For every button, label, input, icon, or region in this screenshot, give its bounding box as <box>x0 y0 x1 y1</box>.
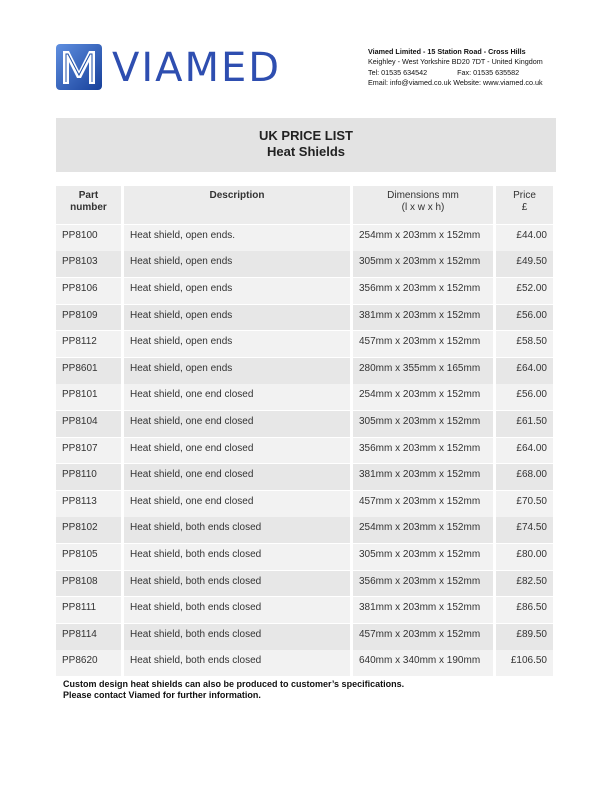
cell-part-number: PP8100 <box>56 225 121 251</box>
header-part-number: Part number <box>56 186 121 224</box>
table-row <box>56 305 556 331</box>
cell-part-number: PP8108 <box>56 571 121 597</box>
table-row <box>56 251 556 277</box>
table-row <box>56 517 556 543</box>
cell-part-number: PP8107 <box>56 438 121 464</box>
cell-description: Heat shield, open ends <box>124 251 350 277</box>
cell-dimensions: 356mm x 203mm x 152mm <box>353 571 493 597</box>
company-address-line1: - 15 Station Road - Cross Hills <box>423 47 526 56</box>
cell-price: £89.50 <box>496 624 553 650</box>
company-phone: Tel: 01535 634542 <box>368 67 428 77</box>
cell-part-number: PP8601 <box>56 358 121 384</box>
cell-price: £64.00 <box>496 438 553 464</box>
company-address-block <box>368 47 568 89</box>
cell-dimensions: 305mm x 203mm x 152mm <box>353 544 493 570</box>
footer-note <box>63 679 404 701</box>
cell-dimensions: 457mm x 203mm x 152mm <box>353 624 493 650</box>
viamed-m-logo-icon <box>56 44 102 90</box>
cell-price: £58.50 <box>496 331 553 357</box>
cell-price: £86.50 <box>496 597 553 623</box>
cell-description: Heat shield, open ends <box>124 358 350 384</box>
table-header-row <box>56 186 556 224</box>
cell-dimensions: 381mm x 203mm x 152mm <box>353 597 493 623</box>
cell-description: Heat shield, one end closed <box>124 438 350 464</box>
cell-price: £64.00 <box>496 358 553 384</box>
cell-price: £80.00 <box>496 544 553 570</box>
cell-price: £70.50 <box>496 491 553 517</box>
viamed-wordmark: VIAMED <box>112 45 282 91</box>
company-email-website: Email: info@viamed.co.uk Website: www.viamed.co.uk <box>368 78 543 88</box>
table-row <box>56 571 556 597</box>
footer-line-1: Custom design heat shields can also be produced to customer’s specifications. <box>63 679 405 689</box>
cell-part-number: PP8113 <box>56 491 121 517</box>
page-subtitle: Heat Shields <box>266 144 346 159</box>
cell-price: £82.50 <box>496 571 553 597</box>
cell-part-number: PP8101 <box>56 384 121 410</box>
cell-description: Heat shield, open ends <box>124 305 350 331</box>
cell-description: Heat shield, both ends closed <box>124 624 350 650</box>
table-row <box>56 464 556 490</box>
header-price: Price £ <box>496 186 553 224</box>
footer-line-2: Please contact Viamed for further information. <box>63 690 261 700</box>
cell-part-number: PP8620 <box>56 650 121 676</box>
cell-part-number: PP8112 <box>56 331 121 357</box>
cell-description: Heat shield, one end closed <box>124 411 350 437</box>
cell-dimensions: 640mm x 340mm x 190mm <box>353 650 493 676</box>
table-row <box>56 438 556 464</box>
cell-dimensions: 381mm x 203mm x 152mm <box>353 464 493 490</box>
page-title: UK PRICE LIST <box>259 128 353 143</box>
table-row <box>56 650 556 676</box>
cell-description: Heat shield, open ends. <box>124 225 350 251</box>
cell-dimensions: 457mm x 203mm x 152mm <box>353 491 493 517</box>
cell-part-number: PP8114 <box>56 624 121 650</box>
cell-dimensions: 356mm x 203mm x 152mm <box>353 278 493 304</box>
price-table <box>56 186 556 676</box>
cell-part-number: PP8106 <box>56 278 121 304</box>
company-fax: Fax: 01535 635582 <box>457 67 520 77</box>
cell-description: Heat shield, open ends <box>124 331 350 357</box>
cell-dimensions: 280mm x 355mm x 165mm <box>353 358 493 384</box>
table-row <box>56 278 556 304</box>
company-address-line2: Keighley - West Yorkshire BD20 7DT - United Kingdom <box>368 57 543 67</box>
company-name: Viamed Limited <box>368 47 421 56</box>
table-row <box>56 225 556 251</box>
cell-dimensions: 254mm x 203mm x 152mm <box>353 225 493 251</box>
cell-price: £44.00 <box>496 225 553 251</box>
header-dimensions: Dimensions mm (l x w x h) <box>353 186 493 224</box>
cell-dimensions: 254mm x 203mm x 152mm <box>353 384 493 410</box>
cell-part-number: PP8110 <box>56 464 121 490</box>
cell-dimensions: 305mm x 203mm x 152mm <box>353 251 493 277</box>
cell-description: Heat shield, open ends <box>124 278 350 304</box>
table-row <box>56 358 556 384</box>
price-list-title-band <box>56 118 556 172</box>
table-row <box>56 384 556 410</box>
header-description: Description <box>124 186 350 224</box>
cell-dimensions: 381mm x 203mm x 152mm <box>353 305 493 331</box>
cell-part-number: PP8102 <box>56 517 121 543</box>
cell-description: Heat shield, both ends closed <box>124 517 350 543</box>
table-row <box>56 331 556 357</box>
viamed-logo <box>56 44 282 92</box>
cell-part-number: PP8103 <box>56 251 121 277</box>
cell-price: £52.00 <box>496 278 553 304</box>
cell-description: Heat shield, both ends closed <box>124 597 350 623</box>
cell-description: Heat shield, one end closed <box>124 464 350 490</box>
cell-price: £61.50 <box>496 411 553 437</box>
cell-description: Heat shield, both ends closed <box>124 650 350 676</box>
cell-price: £68.00 <box>496 464 553 490</box>
cell-part-number: PP8104 <box>56 411 121 437</box>
cell-price: £106.50 <box>496 650 553 676</box>
cell-part-number: PP8109 <box>56 305 121 331</box>
cell-price: £56.00 <box>496 384 553 410</box>
cell-dimensions: 457mm x 203mm x 152mm <box>353 331 493 357</box>
table-row <box>56 624 556 650</box>
cell-description: Heat shield, both ends closed <box>124 571 350 597</box>
cell-price: £49.50 <box>496 251 553 277</box>
cell-price: £74.50 <box>496 517 553 543</box>
table-row <box>56 544 556 570</box>
table-row <box>56 491 556 517</box>
cell-price: £56.00 <box>496 305 553 331</box>
table-row <box>56 597 556 623</box>
table-row <box>56 411 556 437</box>
cell-dimensions: 254mm x 203mm x 152mm <box>353 517 493 543</box>
cell-description: Heat shield, one end closed <box>124 491 350 517</box>
cell-dimensions: 305mm x 203mm x 152mm <box>353 411 493 437</box>
cell-description: Heat shield, both ends closed <box>124 544 350 570</box>
cell-description: Heat shield, one end closed <box>124 384 350 410</box>
cell-part-number: PP8111 <box>56 597 121 623</box>
cell-dimensions: 356mm x 203mm x 152mm <box>353 438 493 464</box>
cell-part-number: PP8105 <box>56 544 121 570</box>
